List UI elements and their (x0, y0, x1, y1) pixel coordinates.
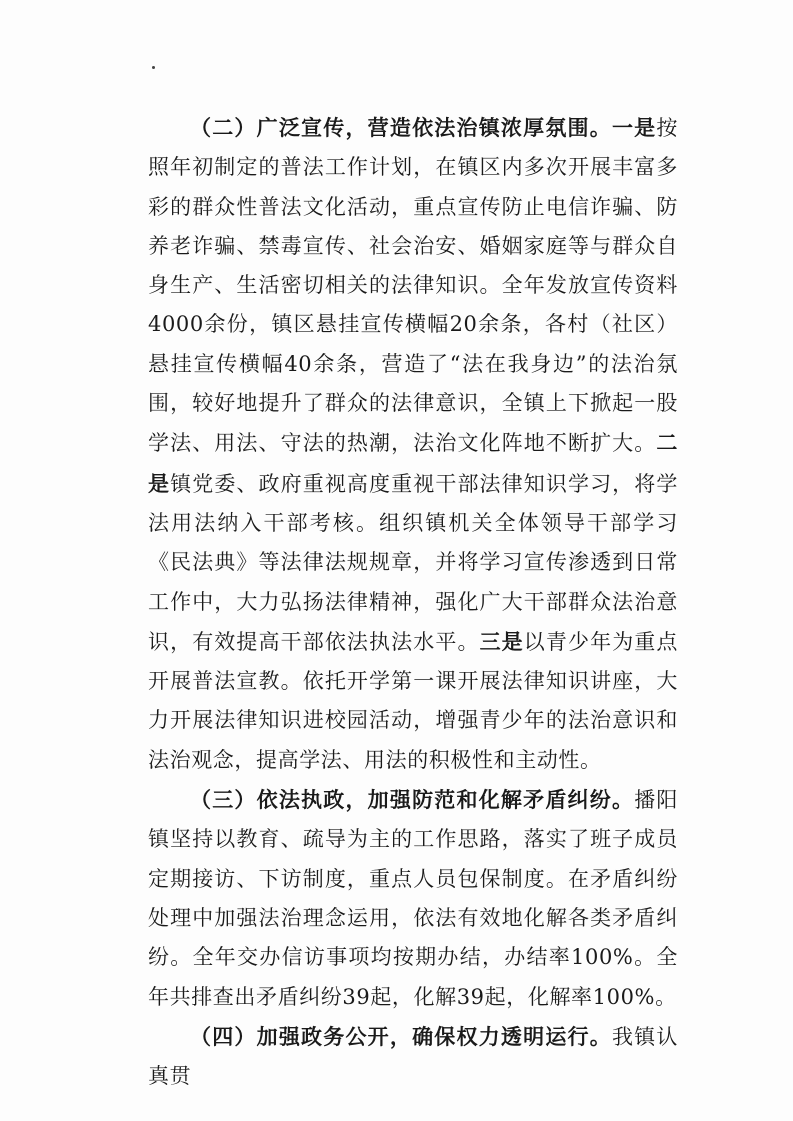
paragraph-government-transparency (148, 1017, 678, 1097)
point-label-2: 二是 (148, 430, 678, 496)
document-body (148, 108, 678, 1096)
point-label-3: 三是 (479, 628, 524, 654)
section-heading-4: （四）加强政务公开，确保权力透明运行。 (190, 1023, 612, 1049)
point-text-3: 以青少年为重点开展普法宣教。依托开学第一课开展法律知识讲座，大力开展法律知识进校园活动，增强青少年的法治意识和法治观念，提高学法、用法的积极性和主动性。 (148, 629, 679, 772)
point-text-2: 镇党委、政府重视高度重视干部法律知识学习，将学法用法纳入干部考核。组织镇机关全体领导干部学习《民法典》等法律法规规章，并将学习宣传渗透到日常工作中，大力弘扬法律精神，强化广大干部群众法治意识，有效提高干部依法执法水平。 (148, 471, 678, 654)
point-text-1: 按照年初制定的普法工作计划，在镇区内多次开展丰富多彩的群众性普法文化活动，重点宣传防止电信诈骗、防养老诈骗、禁毒宣传、社会治安、婚姻家庭等与群众自身生产、生活密切相关的法律知识。全年发放宣传资料4000余份，镇区悬挂宣传横幅20余条，各村（社区）悬挂宣传横幅40余条，营造了“法在我身边”的法治氛围，较好地提升了群众的法律意识，全镇上下掀起一股学法、用法、守法的热潮，法治文化阵地不断扩大。 (148, 116, 678, 456)
paragraph-publicity (148, 108, 678, 780)
paragraph-dispute-resolution (148, 780, 678, 1017)
point-label-1: 一是 (611, 115, 657, 140)
section-heading-2: （二）广泛宣传，营造依法治镇浓厚氛围。 (190, 115, 612, 140)
section-text-3: 播阳镇坚持以教育、疏导为主的工作思路，落实了班子成员定期接访、下访制度，重点人员包保制度。在矛盾纠纷处理中加强法治理念运用，依法有效地化解各类矛盾纠纷。全年交办信访事项均按期办结，办结率100%。全年共排查出矛盾纠纷39起，化解39起，化解率100%。 (148, 788, 678, 1009)
section-heading-3: （三）依法执政，加强防范和化解矛盾纠纷。 (190, 787, 635, 813)
section-text-4: 我镇认真贯 (148, 1024, 678, 1089)
scan-speck (152, 66, 155, 69)
